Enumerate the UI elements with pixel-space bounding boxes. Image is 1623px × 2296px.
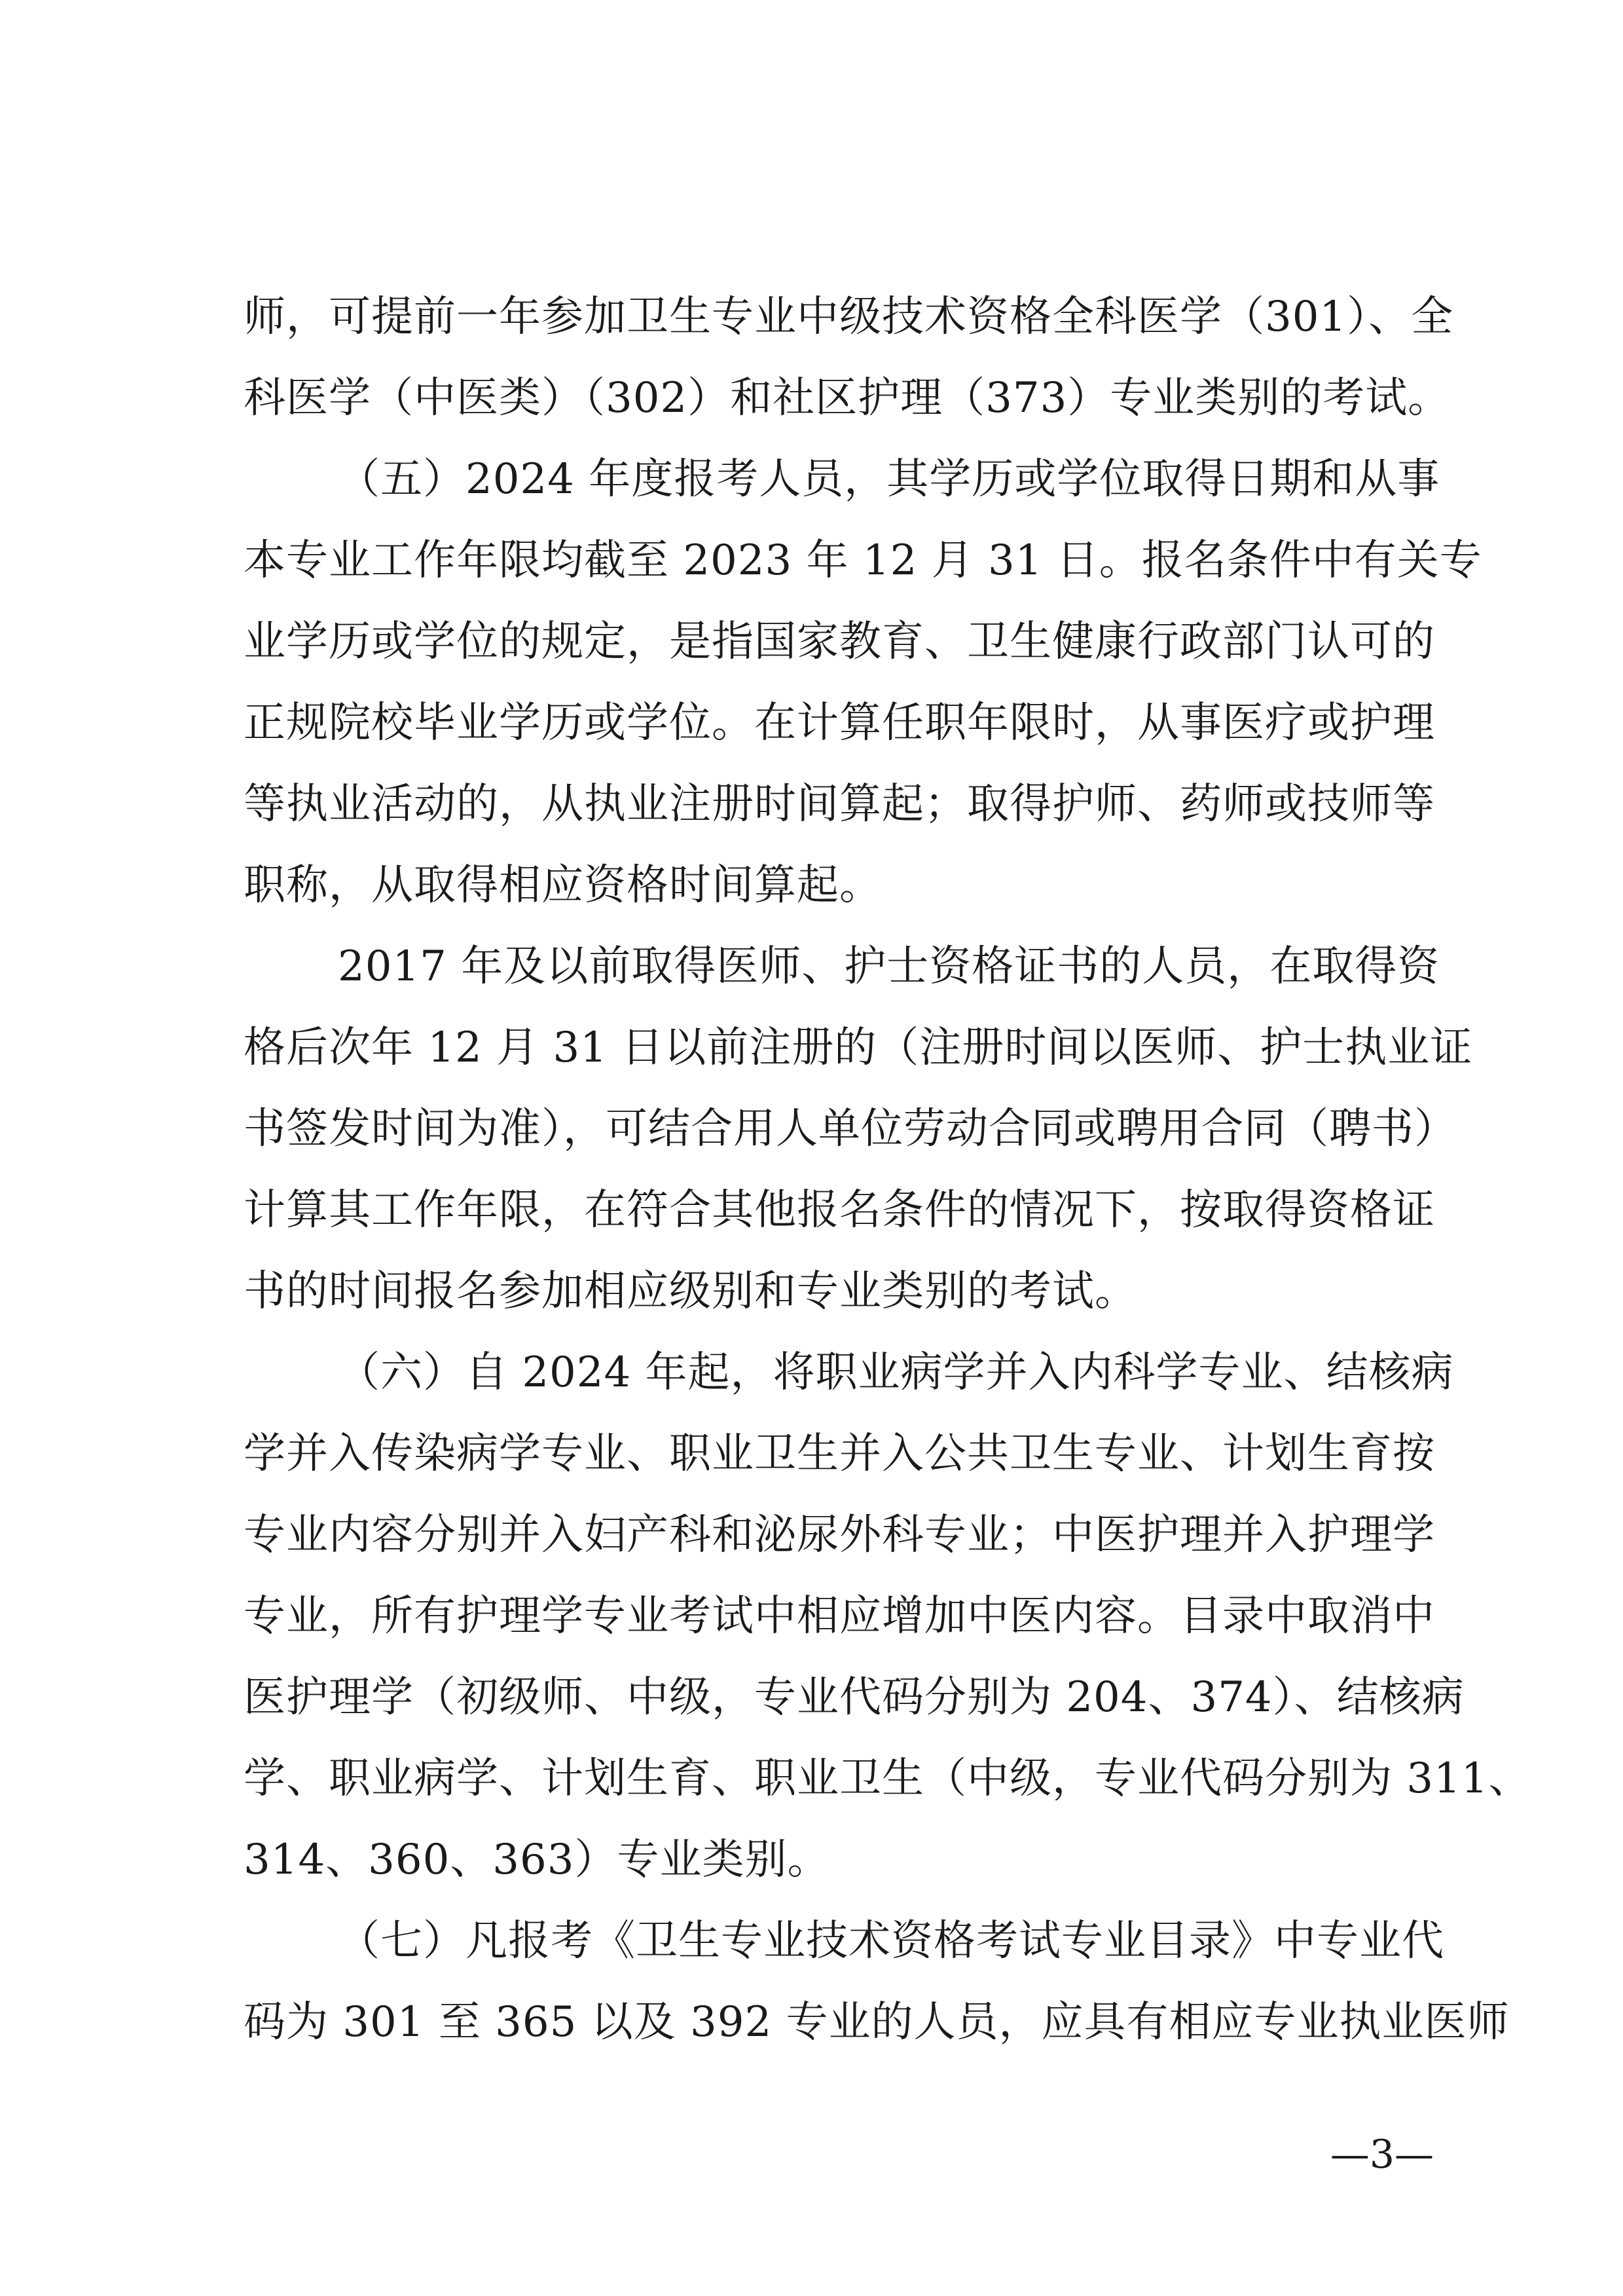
text-line: 职称，从取得相应资格时间算起。 [244,861,882,910]
text-line: 计算其工作年限，在符合其他报名条件的情况下，按取得资格证 [244,1186,1435,1234]
paragraph-heading-seven: （七）凡报考《卫生专业技术资格考试专业目录》中专业代 [338,1917,1444,1965]
text-line: 业学历或学位的规定，是指国家教育、卫生健康行政部门认可的 [244,618,1435,666]
text-line: 格后次年 12 月 31 日以前注册的（注册时间以医师、护士执业证 [244,1024,1473,1072]
page-number: —3— [1330,2132,1434,2177]
text-line: 学并入传染病学专业、职业卫生并入公共卫生专业、计划生育按 [244,1430,1435,1478]
text-line: 师，可提前一年参加卫生专业中级技术资格全科医学（301）、全 [244,293,1454,341]
text-line: 专业，所有护理学专业考试中相应增加中医内容。目录中取消中 [244,1592,1435,1640]
text-line: 等执业活动的，从执业注册时间算起；取得护师、药师或技师等 [244,780,1435,828]
text-line: 书的时间报名参加相应级别和专业类别的考试。 [244,1267,1137,1316]
paragraph-heading-five: （五）2024 年度报考人员，其学历或学位取得日期和从事 [338,455,1440,504]
text-line: 书签发时间为准），可结合用人单位劳动合同或聘用合同（聘书） [244,1105,1457,1153]
paragraph-heading-six: （六）自 2024 年起，将职业病学并入内科学专业、结核病 [338,1348,1454,1397]
paragraph-start: 2017 年及以前取得医师、护士资格证书的人员，在取得资 [338,942,1440,991]
text-line: 码为 301 至 365 以及 392 专业的人员，应具有相应专业执业医师 [244,1998,1510,2046]
text-line: 本专业工作年限均截至 2023 年 12 月 31 日。报名条件中有关专 [244,536,1482,585]
text-line: 科医学（中医类）（302）和社区护理（373）专业类别的考试。 [244,374,1451,422]
text-line: 正规院校毕业学历或学位。在计算任职年限时，从事医疗或护理 [244,699,1435,747]
text-line: 专业内容分别并入妇产科和泌尿外科专业；中医护理并入护理学 [244,1511,1435,1559]
text-line: 医护理学（初级师、中级，专业代码分别为 204、374）、结核病 [244,1673,1465,1722]
text-line: 学、职业病学、计划生育、职业卫生（中级，专业代码分别为 311、 [244,1754,1531,1803]
text-line: 314、360、363）专业类别。 [244,1836,830,1884]
